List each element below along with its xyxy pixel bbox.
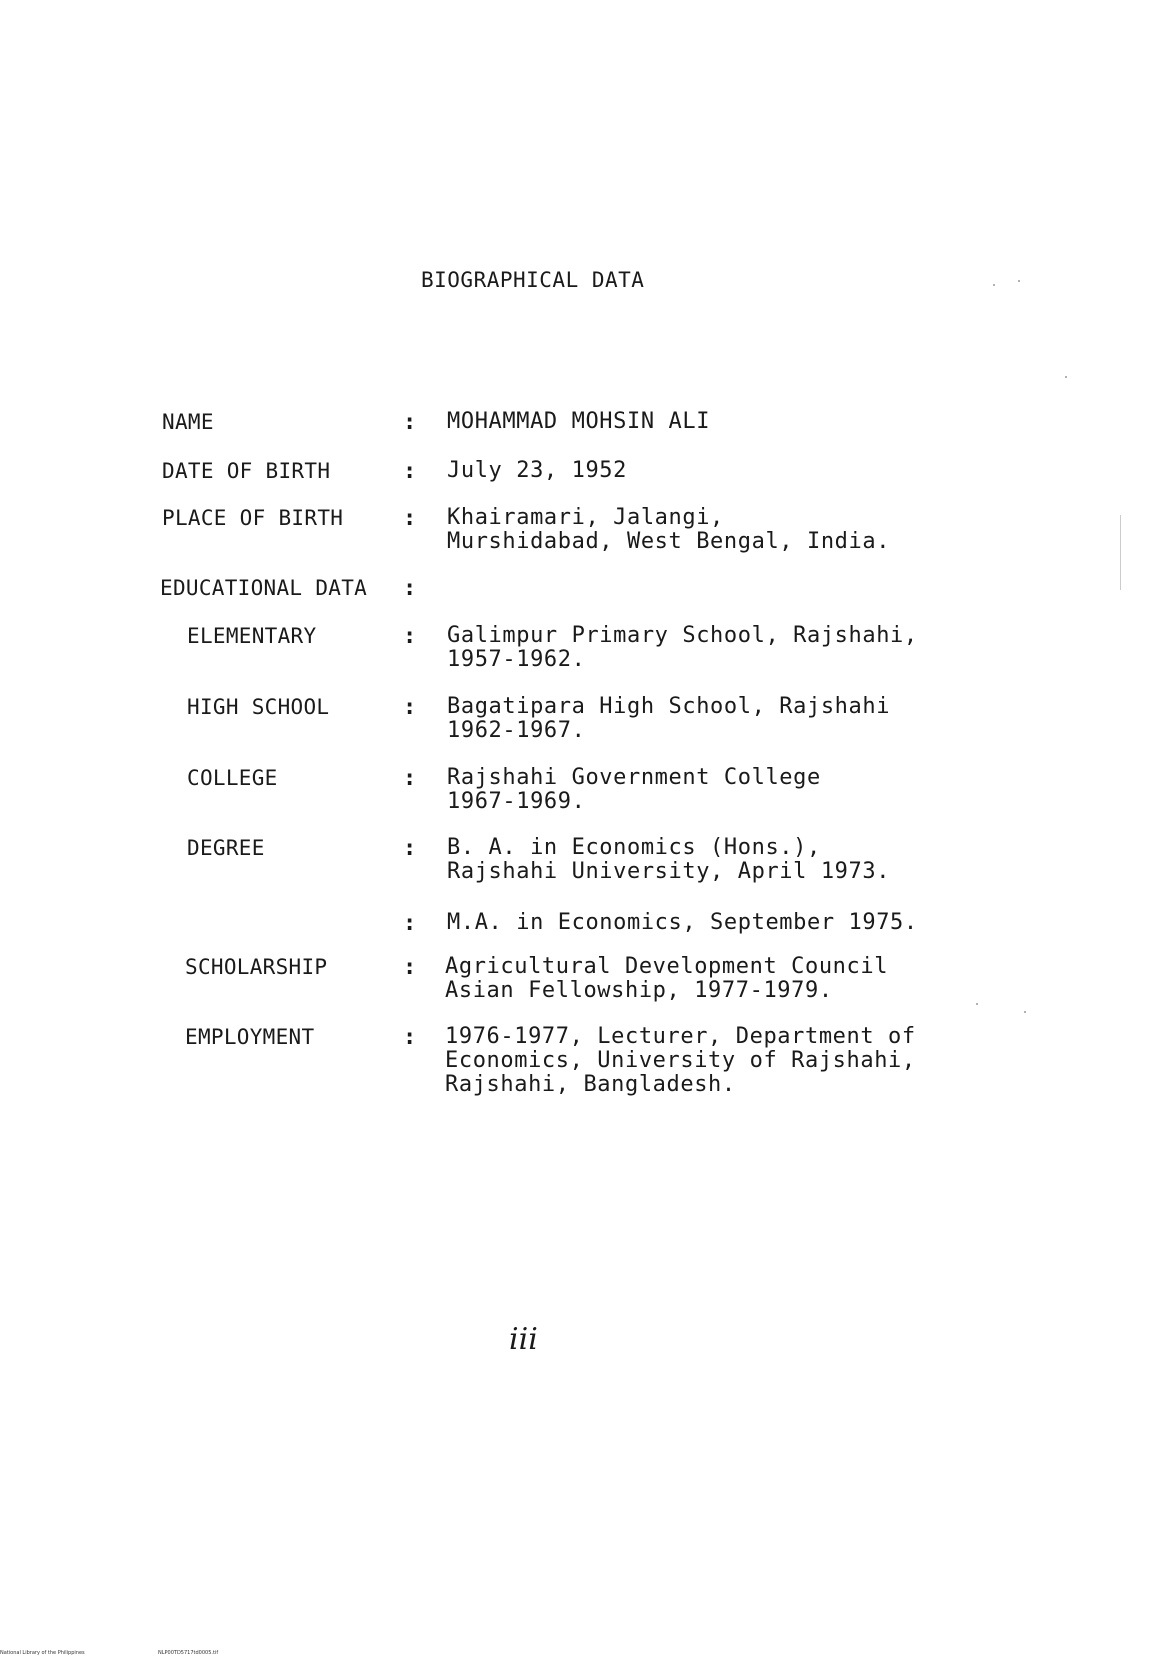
entry-value [447, 459, 627, 483]
value-line: Economics, University of Rajshahi, [445, 1048, 916, 1073]
entry-high-school [0, 695, 1168, 755]
entry-degree [0, 836, 1168, 896]
value-line: Khairamari, Jalangi, [447, 505, 724, 530]
entry-value [447, 836, 890, 884]
scan-speck [976, 1003, 978, 1005]
separator: : [403, 766, 417, 791]
value-line: Asian Fellowship, 1977-1979. [445, 978, 833, 1003]
separator: : [403, 576, 417, 601]
value-line: 1962-1967. [447, 718, 586, 743]
separator: : [403, 1025, 417, 1050]
separator: : [403, 955, 417, 980]
entry-label: HIGH SCHOOL [187, 695, 330, 719]
scan-speck [1018, 280, 1020, 282]
separator: : [403, 624, 417, 649]
value-line: M.A. in Economics, September 1975. [447, 910, 918, 935]
separator: : [403, 459, 417, 484]
entry-scholarship [0, 955, 1168, 1015]
value-line: Bagatipara High School, Rajshahi [447, 694, 891, 719]
entry-value [447, 911, 918, 935]
entry-value [447, 766, 821, 814]
entry-value [447, 410, 710, 434]
entry-college [0, 766, 1168, 826]
entry-value [447, 506, 890, 554]
value-line: Rajshahi Government College [447, 765, 821, 790]
entry-label: DEGREE [187, 836, 265, 860]
value-line: 1967-1969. [447, 789, 586, 814]
value-line: B. A. in Economics (Hons.), [447, 835, 821, 860]
value-line: 1957-1962. [447, 647, 586, 672]
scan-line [1120, 515, 1121, 590]
entry-value [447, 624, 918, 672]
value-line: Rajshahi, Bangladesh. [445, 1072, 736, 1097]
scan-footer [0, 1650, 219, 1656]
value-line: July 23, 1952 [447, 458, 627, 483]
entry-label: DATE OF BIRTH [162, 459, 331, 483]
value-line: 1976-1977, Lecturer, Department of [445, 1024, 916, 1049]
entry-value [445, 1025, 916, 1097]
scan-speck [1024, 1011, 1026, 1013]
entry-label: SCHOLARSHIP [185, 955, 328, 979]
section-label: EDUCATIONAL DATA [160, 576, 368, 600]
scan-speck [1065, 376, 1067, 378]
page-title: BIOGRAPHICAL DATA [421, 268, 645, 292]
scan-speck [993, 284, 995, 286]
entry-label: COLLEGE [187, 766, 278, 790]
separator: : [403, 410, 417, 435]
separator: : [403, 695, 417, 720]
value-line: MOHAMMAD MOHSIN ALI [447, 409, 711, 434]
value-line: Rajshahi University, April 1973. [447, 859, 891, 884]
value-line: Murshidabad, West Bengal, India. [447, 529, 891, 554]
entry-label: PLACE OF BIRTH [162, 506, 344, 530]
footer-library: National Library of the Philippines [0, 1650, 85, 1656]
separator: : [403, 911, 417, 936]
value-line: Agricultural Development Council [445, 954, 889, 979]
entry-place-of-birth [0, 506, 1168, 566]
entry-label: EMPLOYMENT [185, 1025, 315, 1049]
separator: : [403, 506, 417, 531]
entry-employment [0, 1025, 1168, 1105]
entry-value [447, 695, 890, 743]
value-line: Galimpur Primary School, Rajshahi, [447, 623, 918, 648]
entry-elementary [0, 624, 1168, 684]
separator: : [403, 836, 417, 861]
page-number: iii [509, 1322, 538, 1357]
entry-label: NAME [162, 410, 214, 434]
entry-value [445, 955, 888, 1003]
footer-file: NLP00TD5717td0005.tif [158, 1650, 219, 1656]
entry-label: ELEMENTARY [187, 624, 317, 648]
